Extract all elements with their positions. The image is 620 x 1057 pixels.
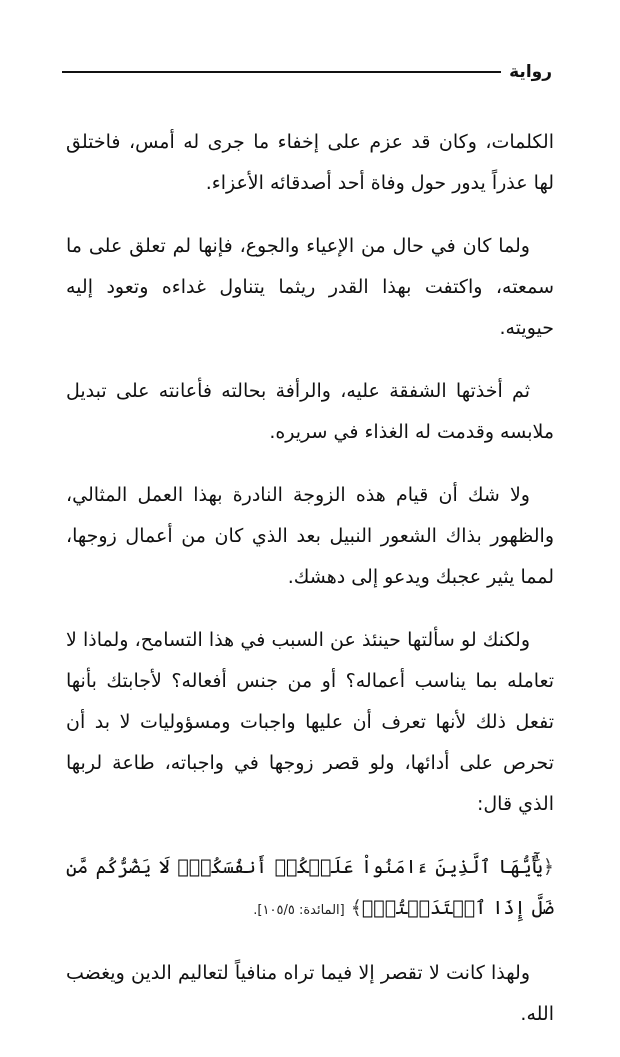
- verse-close-bracket: ﴾: [350, 897, 362, 919]
- body-text: [66, 122, 554, 1057]
- paragraph-2: ولما كان في حال من الإعياء والجوع، فإنها لم تعلق على ما سمعته، واكتفت بهذا القدر ريثما يتناول غداءه وتعود إليه حيويته.: [66, 235, 554, 339]
- quran-verse: [66, 847, 554, 931]
- closing-paragraph: ولهذا كانت لا تقصر إلا فيما تراه منافياً لتعاليم الدين ويغضب الله.: [66, 962, 554, 1025]
- verse-text: يَٰٓأَيُّهَا ٱلَّذِينَ ءَامَنُواْ عَلَيۡكُمۡ أَنفُسَكُمۡۖ لَا يَضُرُّكُم مَّن ضَلَّ إِذَا ٱهۡتَدَيۡتُمۡۚ: [66, 856, 554, 919]
- header-rule: [62, 71, 501, 73]
- verse-open-bracket: ﴿: [542, 856, 554, 878]
- paragraph-4: ولا شك أن قيام هذه الزوجة النادرة بهذا العمل المثالي، والظهور بذاك الشعور النبيل بعد الذي كان من أعمال زوجها، لمما يثير عجبك ويدعو إلى دهشك.: [66, 484, 554, 588]
- paragraph-3: ثم أخذتها الشفقة عليه، والرأفة بحالته فأعانته على تبديل ملابسه وقدمت له الغذاء في سريره.: [66, 380, 554, 443]
- paragraph-1: الكلمات، وكان قد عزم على إخفاء ما جرى له أمس، فاختلق لها عذراً يدور حول وفاة أحد أصدقائه الأعزاء.: [66, 131, 554, 194]
- paragraph-5: ولكنك لو سألتها حينئذ عن السبب في هذا التسامح، ولماذا لا تعامله بما يناسب أعماله؟ أو من جنس أفعاله؟ لأجابتك بأنها تفعل ذلك لأنها تعرف أن عليها واجبات ومسؤوليات لا بد أن تحرص على أدائها، ولو قصر زوجها في واجباته، طاعة لربها الذي قال:: [66, 629, 554, 815]
- verse-reference: [المائدة: ١٠٥/٥].: [253, 903, 345, 918]
- running-header: [62, 62, 552, 82]
- running-title: رواية: [509, 62, 552, 82]
